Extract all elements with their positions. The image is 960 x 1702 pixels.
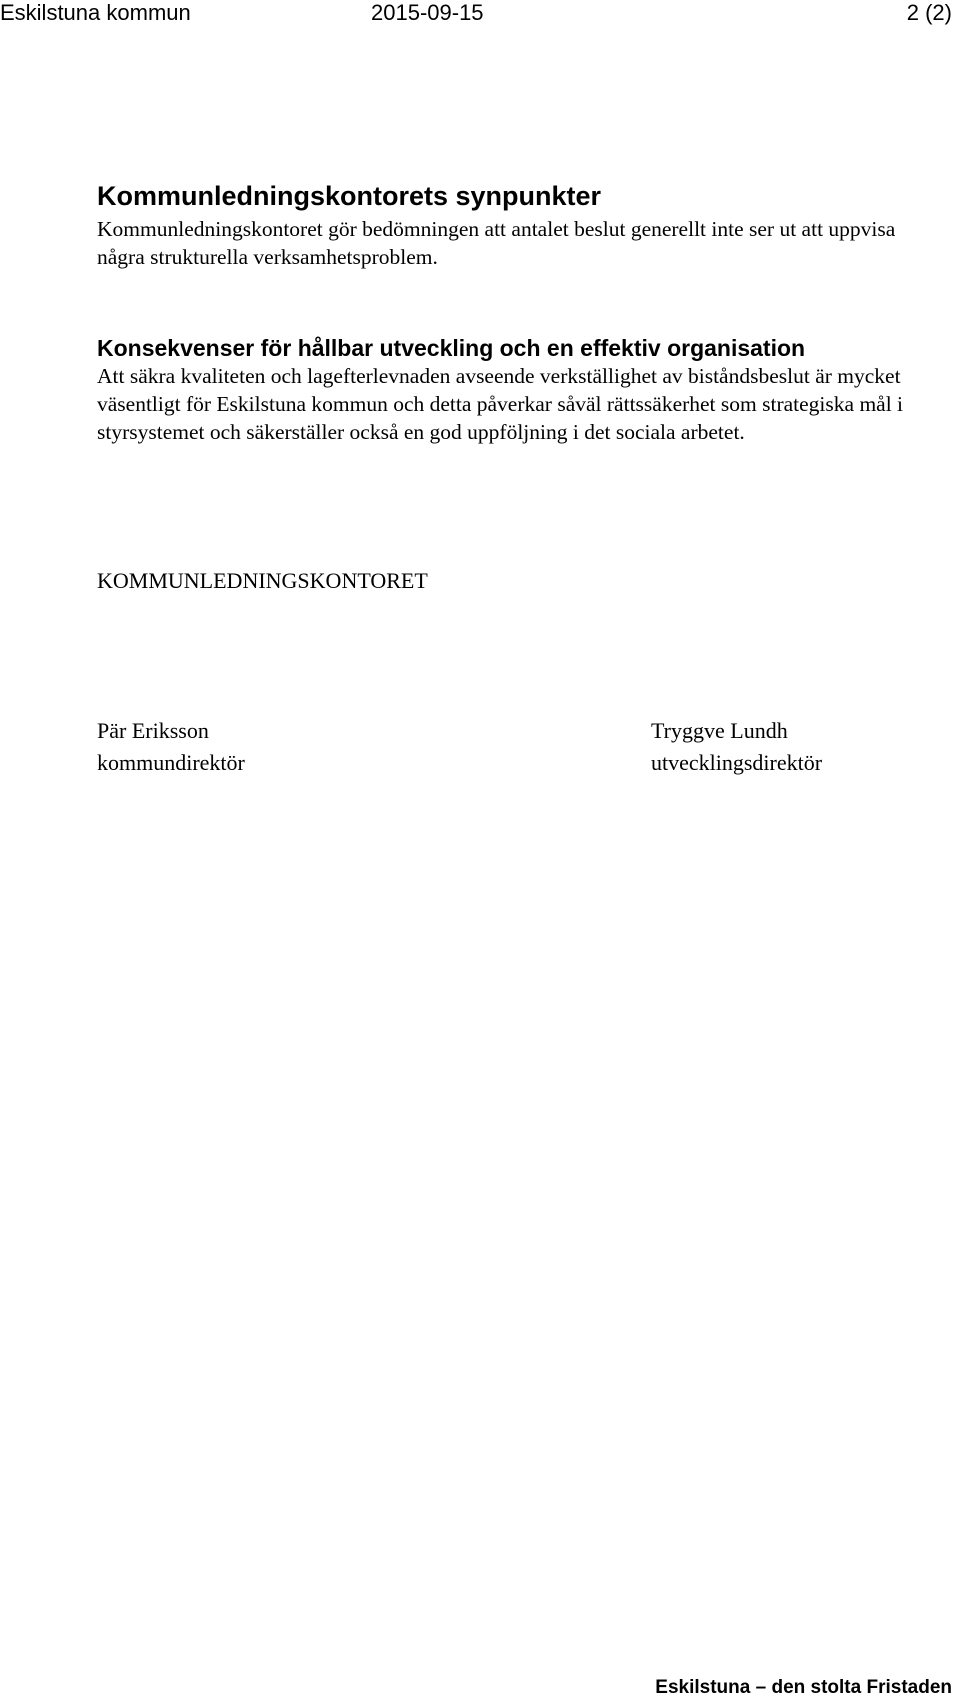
office-name: KOMMUNLEDNINGSKONTORET [97,568,428,593]
section-heading-konsekvenser: Konsekvenser för hållbar utveckling och en effektiv organisation [97,335,806,361]
footer-slogan: Eskilstuna – den stolta Fristaden [655,1677,952,1698]
signature-name: Pär Eriksson [97,718,209,743]
section-paragraph-synpunkter: Kommunledningskontoret gör bedömningen att antalet beslut generellt inte ser ut att uppvisa några strukturella verksamhetsproblem. [97,217,896,269]
header-organization: Eskilstuna kommun [0,0,191,25]
header-date: 2015-09-15 [371,0,484,25]
header-page-number: 2 (2) [906,0,952,25]
signature-title: utvecklingsdirektör [651,750,823,775]
section-paragraph-konsekvenser: Att säkra kvaliteten och lagefterlevnaden avseende verkställighet av biståndsbeslut är mycket väsentligt för Eskilstuna kommun och detta påverkar såväl rättssäkerhet som strategiska mål i styrsystemet och säkerställer också en god uppföljning i det sociala arbetet. [97,364,904,444]
section-heading-synpunkter: Kommunledningskontorets synpunkter [97,181,602,211]
signature-title: kommundirektör [97,750,245,775]
signature-name: Tryggve Lundh [651,718,788,743]
